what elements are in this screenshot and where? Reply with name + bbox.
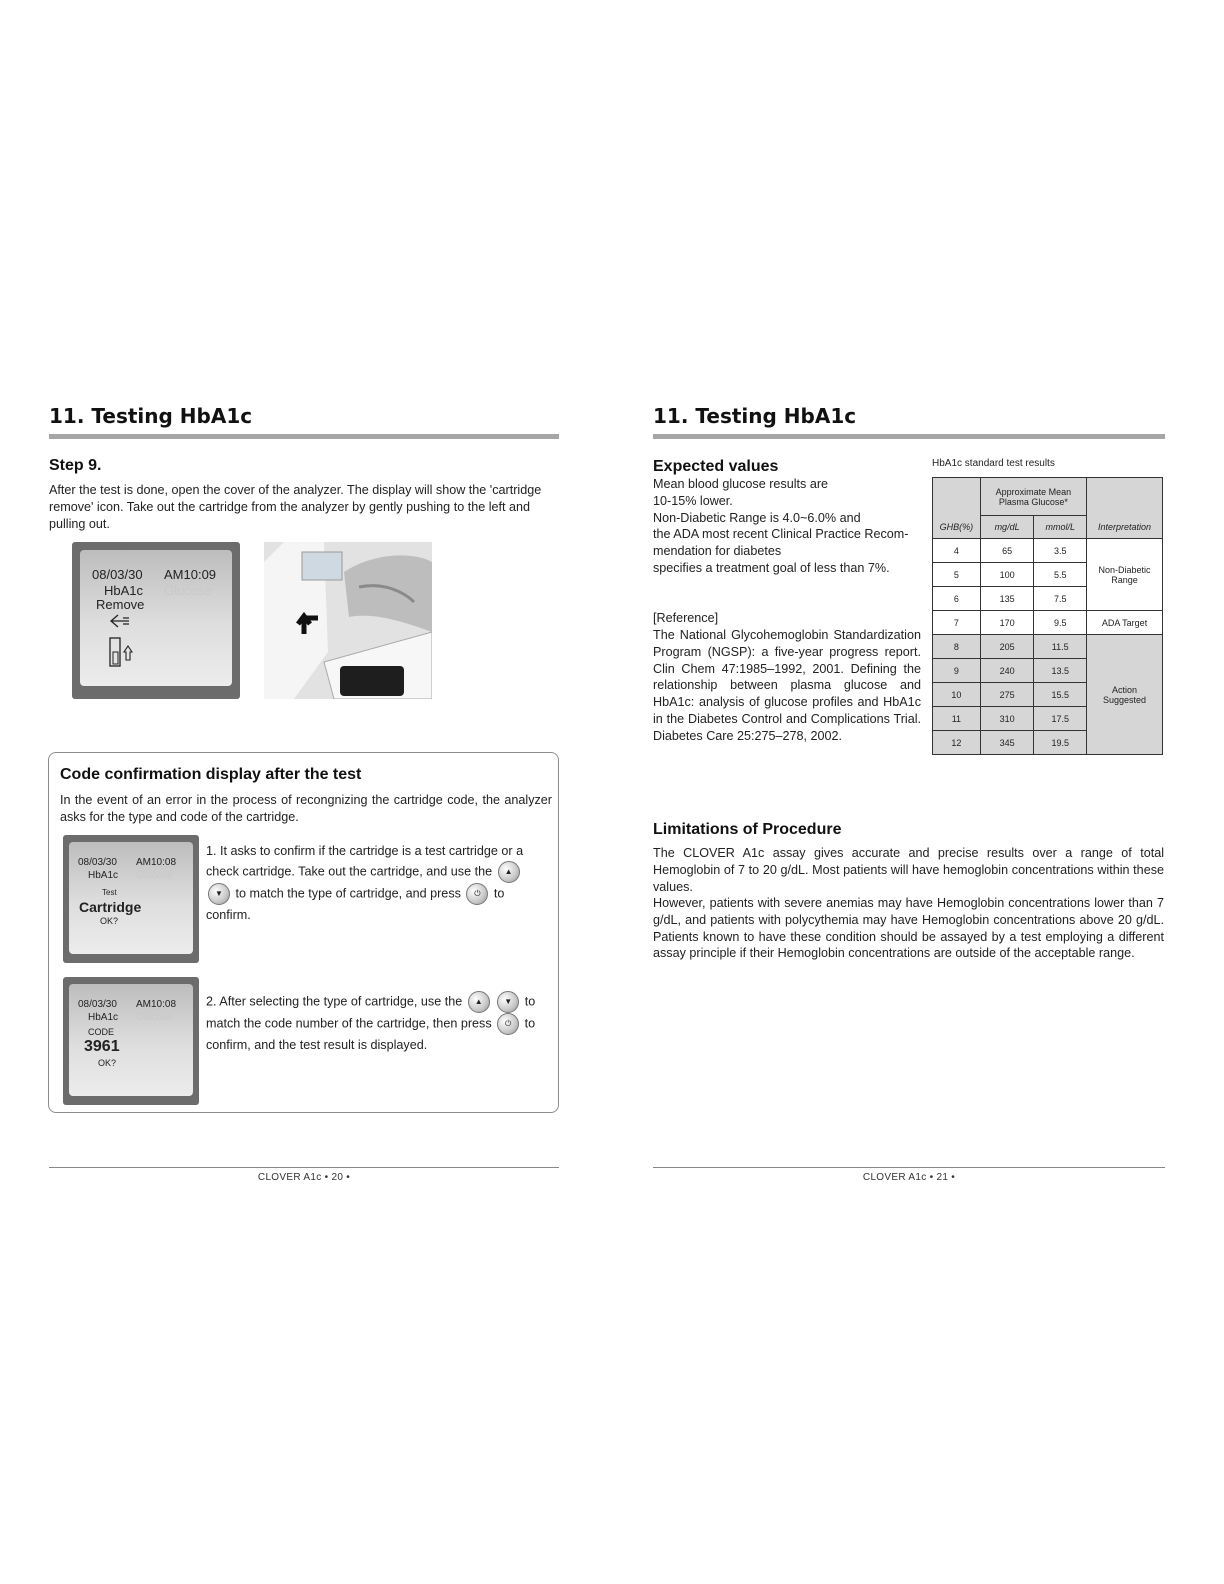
table-cell-mgdl: 310 [980, 707, 1034, 731]
table-cell-mgdl: 275 [980, 683, 1034, 707]
callout-step1 [206, 841, 551, 926]
heading-rule [49, 434, 559, 439]
table-corner-cell [933, 478, 981, 516]
cartridge-type-display-screen [69, 842, 193, 954]
display-time: AM10:08 [136, 999, 177, 1010]
remove-display-screen [80, 550, 232, 686]
interp-action-suggested: Action Suggested [1087, 635, 1163, 755]
table-cell-mgdl: 170 [980, 611, 1034, 635]
step2-text-a: 2. After selecting the type of cartridge, use the [206, 994, 463, 1009]
table-cell-ghb: 5 [933, 563, 981, 587]
expected-line: 10-15% lower. [653, 493, 733, 508]
arrow-left-icon [110, 614, 130, 628]
expected-line: mendation for diabetes [653, 544, 782, 559]
table-cell-ghb: 6 [933, 587, 981, 611]
up-button-icon: ▲ [468, 991, 490, 1013]
limitations-title: Limitations of Procedure [653, 821, 842, 838]
header-mmol: mmol/L [1034, 516, 1087, 539]
step1-text-b: to match the type of cartridge, and press [235, 886, 461, 901]
table-cell-mmol: 13.5 [1034, 659, 1087, 683]
table-cell-mgdl: 65 [980, 539, 1034, 563]
header-interpretation: Interpretation [1087, 516, 1163, 539]
table-cell-mmol: 17.5 [1034, 707, 1087, 731]
table-cell-mgdl: 345 [980, 731, 1034, 755]
page-heading: 11. Testing HbA1c [49, 404, 253, 428]
display-prompt: OK? [98, 1058, 117, 1068]
display-message: Remove [96, 597, 145, 612]
display-prompt: OK? [100, 916, 119, 926]
cartridge-removal-photo [264, 542, 432, 699]
cartridge-code-display [63, 977, 199, 1105]
callout-title: Code confirmation display after the test [60, 766, 362, 783]
up-button-icon: ▲ [498, 861, 520, 883]
heading-rule [653, 434, 1165, 439]
power-button-icon: ⏻ [497, 1013, 519, 1035]
display-time: AM10:09 [164, 567, 217, 582]
table-corner-cell [1087, 478, 1163, 516]
cartridge-type-display [63, 835, 199, 963]
display-mode-active: HbA1c [88, 1012, 119, 1023]
display-mode-active: HbA1c [88, 870, 119, 881]
step1-text-c: to confirm. [206, 886, 505, 923]
hba1c-standard-table [932, 477, 1163, 755]
expected-line: the ADA most recent Clinical Practice Recom- [653, 527, 909, 542]
step-title: Step 9. [49, 457, 102, 474]
table-cell-ghb: 10 [933, 683, 981, 707]
display-big-label: 3961 [84, 1038, 120, 1055]
table-cell-mgdl: 205 [980, 635, 1034, 659]
step1-text-a: 1. It asks to confirm if the cartridge is a test cartridge or a check cartridge. Take out the cartridge, and use the [206, 844, 524, 879]
table-cell-ghb: 9 [933, 659, 981, 683]
table-cell-ghb: 11 [933, 707, 981, 731]
table-cell-ghb: 7 [933, 611, 981, 635]
header-ghb: GHB(%) [933, 516, 981, 539]
expected-line: Mean blood glucose results are [653, 477, 829, 491]
display-small-label: Test [102, 888, 117, 897]
display-date: 08/03/30 [78, 857, 117, 868]
table-cell-mmol: 5.5 [1034, 563, 1087, 587]
power-button-icon: ⏻ [466, 883, 488, 905]
step2-text-c: to confirm, and the test result is displayed. [206, 1016, 536, 1052]
header-plasma-glucose: Approximate Mean Plasma Glucose* [980, 478, 1086, 516]
table-cell-mmol: 3.5 [1034, 539, 1087, 563]
interp-non-diabetic: Non-Diabetic Range [1087, 539, 1163, 611]
display-mode-inactive: Glucose [136, 870, 173, 881]
display-mode-inactive: Glucose [164, 583, 212, 598]
display-small-label: CODE [88, 1027, 115, 1037]
code-confirmation-callout [48, 752, 559, 1113]
footer-rule [653, 1167, 1165, 1168]
cartridge-icon [106, 634, 138, 670]
table-cell-mmol: 19.5 [1034, 731, 1087, 755]
cartridge-removal-illustration [264, 542, 432, 699]
footer-rule [49, 1167, 559, 1168]
remove-display [72, 542, 240, 699]
table-cell-mgdl: 100 [980, 563, 1034, 587]
expected-line: specifies a treatment goal of less than 7%. [653, 560, 890, 575]
expected-values-text [653, 476, 923, 577]
down-button-icon: ▼ [497, 991, 519, 1013]
step2-text-b: to match the code number of the cartridge, then press [206, 994, 536, 1031]
header-mgdl: mg/dL [980, 516, 1034, 539]
display-date: 08/03/30 [78, 999, 117, 1010]
table-cell-mmol: 15.5 [1034, 683, 1087, 707]
table-cell-mgdl: 135 [980, 587, 1034, 611]
callout-intro: In the event of an error in the process of recongnizing the cartridge code, the analyzer asks for the type and code of the cartridge. [60, 793, 552, 824]
table-cell-ghb: 12 [933, 731, 981, 755]
callout-step2 [206, 991, 551, 1055]
display-mode-inactive: Glucose [136, 1012, 173, 1023]
table-cell-mgdl: 240 [980, 659, 1034, 683]
display-time: AM10:08 [136, 857, 177, 868]
limitations-paragraph-2: However, patients with severe anemias may have Hemoglobin concentrations lower than 7 g/dL, and patients with polycythemia may have Hemoglobin concentrations above 20 g/dL. Patients known to have these condition should be assayed by a test employing a different assay principle if their Hemoglobin concentrations are outside of the acceptable range. [653, 896, 1164, 961]
expected-values-title: Expected values [653, 458, 779, 475]
page-heading: 11. Testing HbA1c [653, 404, 857, 428]
table-cell-mmol: 7.5 [1034, 587, 1087, 611]
reference-text: The National Glycohemoglobin Standardization Program (NGSP): a five-year progress report. Clin Chem 47:1985–1992, 2001. Defining the relationship between plasma glucose and HbA1c: analysis of glucose profiles and HbA1c in the Diabetes Control and Complications Trial. Diabetes Care 25:275–278, 2002. [653, 628, 921, 743]
table-caption: HbA1c standard test results [932, 458, 1055, 469]
display-mode-active: HbA1c [104, 583, 144, 598]
expected-line: Non-Diabetic Range is 4.0~6.0% and [653, 510, 861, 525]
display-date: 08/03/30 [92, 567, 143, 582]
table-cell-mmol: 9.5 [1034, 611, 1087, 635]
down-button-icon: ▼ [208, 883, 230, 905]
interp-ada-target: ADA Target [1087, 611, 1163, 635]
cartridge-code-display-screen [69, 984, 193, 1096]
table-cell-ghb: 4 [933, 539, 981, 563]
page-footer: CLOVER A1c • 20 • [257, 1172, 351, 1183]
table-cell-ghb: 8 [933, 635, 981, 659]
table-cell-mmol: 11.5 [1034, 635, 1087, 659]
limitations-paragraph-1: The CLOVER A1c assay gives accurate and precise results over a range of total Hemoglobin of 7 to 20 g/dL. Most patients will have hemoglobin concentrations within these values. [653, 846, 1164, 894]
step-text: After the test is done, open the cover of the analyzer. The display will show the 'cartridge remove' icon. Take out the cartridge from the analyzer by gently pushing to the left and pulling out. [49, 483, 542, 531]
page-footer: CLOVER A1c • 21 • [862, 1172, 956, 1183]
reference-label: [Reference] [653, 611, 719, 625]
display-big-label: Cartridge [79, 899, 142, 915]
